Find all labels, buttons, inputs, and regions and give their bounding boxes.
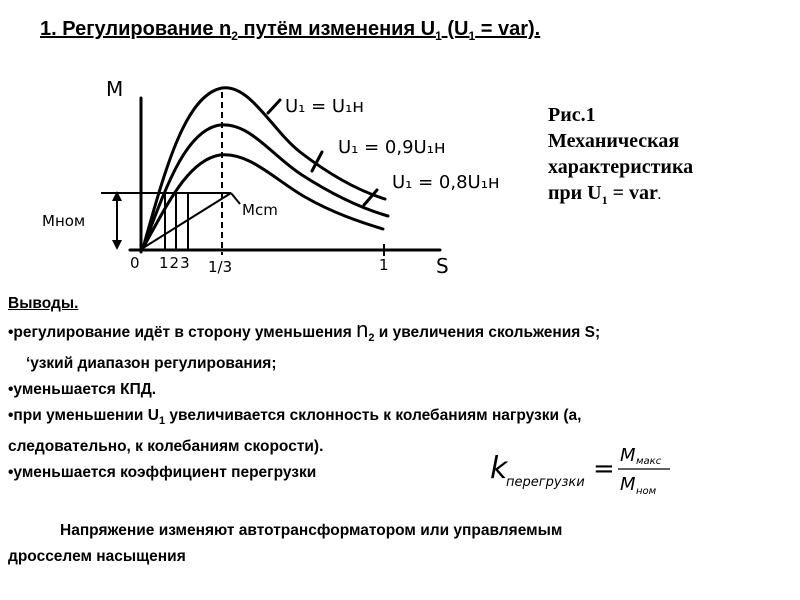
pointer-curve1 [268, 100, 280, 113]
curve3-label: U₁ = 0,8U₁н [392, 172, 500, 193]
m-nom-arrow-down [112, 240, 122, 250]
m-st-label: Mcm [242, 201, 278, 219]
conclusion-item-3: •уменьшается КПД. [8, 381, 157, 399]
m-axis-label: M [106, 77, 124, 101]
formula-k: k [490, 451, 508, 486]
formula-k-sub: перегрузки [506, 475, 585, 490]
formula-numerator-sub: макс [636, 456, 662, 467]
footer-line-1: Напряжение изменяют автотрансформатором или управляемым [60, 522, 563, 539]
footer-note [8, 518, 562, 570]
tick-123: 123 [159, 254, 191, 272]
conclusions-heading: Выводы. [8, 295, 79, 312]
tick-one: 1 [379, 256, 389, 274]
conclusion-item-6: •уменьшается коэффициент перегрузки [8, 464, 317, 482]
curve2-label: U₁ = 0,9U₁н [338, 137, 446, 158]
m-st-pointer [231, 193, 240, 204]
conclusion-item-1: •регулирование идёт в сторону уменьшения $n_2$ и увеличения скольжения S; [8, 317, 601, 345]
conclusion-item-2: ‘узкий диапазон регулирования; [26, 355, 277, 373]
overload-formula [490, 444, 690, 500]
footer-line-2: дросселем насыщения [8, 548, 186, 565]
m-nom-label: Mном [42, 212, 86, 230]
caption-line-2: Механическая [548, 130, 680, 152]
formula-denominator-sub: ном [636, 486, 657, 497]
slide-title: 1. Регулирование $n_2$ путём изменения $U_1$ $(U_1 = var)$. [40, 18, 541, 43]
tick-zero: 0 [130, 254, 140, 272]
formula-denominator: M [620, 474, 636, 495]
s-axis-label: S [436, 254, 449, 278]
figure-caption [548, 102, 693, 213]
caption-line-4: при $U_1$ = var. [548, 182, 661, 207]
caption-line-3: характеристика [548, 156, 694, 178]
formula-numerator: M [620, 445, 636, 466]
curve1-label: U₁ = U₁н [285, 96, 365, 117]
tick-third: 1/3 [208, 258, 233, 276]
formula-equals: = [593, 454, 615, 484]
conclusion-item-5: следовательно, к колебаниям скорости). [8, 438, 324, 456]
conclusion-item-4: •при уменьшении $U_1$ увеличивается склонность к колебаниям нагрузки (а, [8, 407, 582, 428]
caption-line-1: Рис.1 [548, 104, 596, 126]
